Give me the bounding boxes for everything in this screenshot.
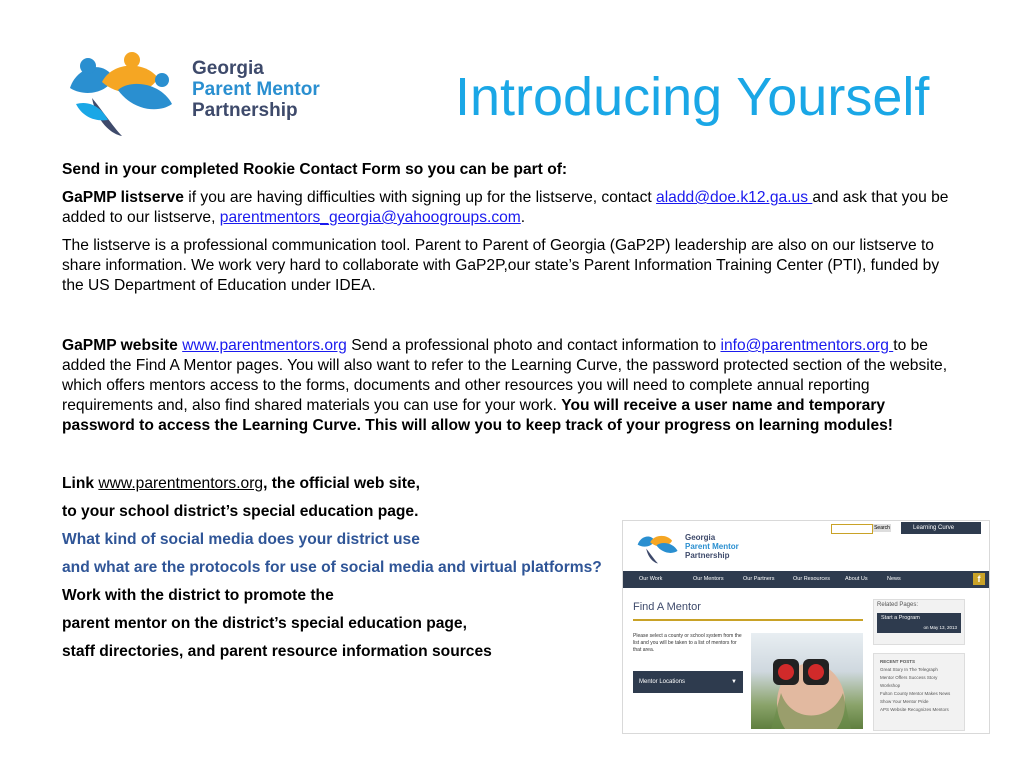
chevron-down-icon: ▼ <box>731 679 737 685</box>
website-paragraph <box>62 336 962 436</box>
site-search-input[interactable] <box>831 524 873 534</box>
site-logo-line-2: Parent Mentor <box>685 542 739 551</box>
website-text-2: to be added the Find A Mentor pages. You will also want to refer to the Learning Curve, the password protected section of the website, which offers mentors access to the forms, documents and other resources you will need to complete annual reporting requirements and, also find shared materials you can use for your work. <box>62 337 948 414</box>
nav-our-resources[interactable]: Our Resources <box>793 576 830 582</box>
yahoogroups-link[interactable]: parentmentors_georgia@yahoogroups.com <box>219 209 521 226</box>
woman-with-binoculars-photo <box>751 633 863 729</box>
listserve-text-1: if you are having difficulties with signing up for the listserve, contact <box>183 189 657 206</box>
mentor-locations-label: Mentor Locations <box>639 679 686 685</box>
site-logo-icon <box>633 529 683 565</box>
mentor-page-line: parent mentor on the district’s special education page, <box>62 615 467 632</box>
website-screenshot <box>622 520 990 734</box>
nav-our-partners[interactable]: Our Partners <box>743 576 775 582</box>
learning-curve-button[interactable]: Learning Curve <box>901 522 981 534</box>
link-line <box>62 470 962 498</box>
recent-posts-panel <box>873 653 965 731</box>
site-search-button[interactable]: Search <box>874 525 890 531</box>
listserve-description: The listserve is a professional communication tool. Parent to Parent of Georgia (GaP2P) leadership are also on our listserve to share information. We work very hard to collaborate with GaP2P,our state’s Parent Information Training Center (PTI), funded by the US Department of Education under IDEA. <box>62 237 940 294</box>
recent-post-item[interactable]: Great Story In The Telegraph <box>880 667 938 672</box>
official-site-link[interactable]: www.parentmentors.org <box>98 475 264 492</box>
heading-rule <box>633 619 863 621</box>
page-title: Introducing Yourself <box>455 67 930 127</box>
find-a-mentor-heading: Find A Mentor <box>633 601 701 613</box>
recent-posts-heading: RECENT POSTS <box>880 659 916 664</box>
link-suffix: , the official web site, <box>263 475 420 492</box>
info-email-link[interactable]: info@parentmentors.org <box>720 337 894 354</box>
site-logo-text <box>685 533 739 560</box>
facebook-icon[interactable]: f <box>973 573 985 585</box>
site-header <box>623 521 989 567</box>
nav-news[interactable]: News <box>887 576 901 582</box>
website-bold-text: You will receive a user name and temporary password to access the Learning Curve. This will allow you to keep track of your progress on learning modules! <box>62 397 893 434</box>
website-text-1: Send a professional photo and contact information to <box>346 337 721 354</box>
listserve-text-3: . <box>520 209 526 226</box>
logo-text <box>192 58 320 121</box>
recent-post-item[interactable]: Fulton County Mentor Makes News <box>880 691 951 696</box>
related-pages-heading: Related Pages: <box>877 602 919 608</box>
nav-our-work[interactable]: Our Work <box>639 576 663 582</box>
start-program-button[interactable] <box>877 613 961 633</box>
recent-post-item[interactable]: APS Website Recognizes Mentors <box>880 707 949 712</box>
logo-line-3: Partnership <box>192 100 298 121</box>
recent-post-item[interactable]: Workshop <box>880 683 901 688</box>
website-label: GaPMP website <box>62 337 183 354</box>
social-media-question-1: What kind of social media does your district use <box>62 531 420 548</box>
recent-posts-list <box>874 654 964 718</box>
district-page-line: to your school district’s special education page. <box>62 503 419 520</box>
listserve-text-2: and ask that you be added to our listserve, <box>62 189 949 226</box>
logo-line-2: Parent Mentor <box>192 79 320 100</box>
intro-text: Send in your completed Rookie Contact Form so you can be part of: <box>62 161 568 178</box>
find-mentor-description: Please select a county or school system from the list and you will be taken to a list of mentors for that area. <box>633 633 742 653</box>
recent-post-item[interactable]: Show Your Mentor Pride <box>880 699 929 704</box>
binoculars-photo-illustration <box>751 633 863 729</box>
site-logo-line-1: Georgia <box>685 533 716 542</box>
aladd-email-link[interactable]: aladd@doe.k12.ga.us <box>656 189 813 206</box>
related-pages-panel <box>873 599 965 645</box>
site-nav <box>623 571 989 588</box>
people-logo-icon <box>62 48 182 140</box>
nav-about-us[interactable]: About Us <box>845 576 868 582</box>
logo-line-1: Georgia <box>192 58 264 79</box>
social-media-question-2: and what are the protocols for use of social media and virtual platforms? <box>62 559 602 576</box>
start-program-label: Start a Program <box>881 615 920 621</box>
listserve-paragraph <box>62 188 962 228</box>
website-url-link[interactable]: www.parentmentors.org <box>182 337 347 354</box>
gapmp-logo <box>62 48 322 140</box>
nav-our-mentors[interactable]: Our Mentors <box>693 576 724 582</box>
listserve-label: GaPMP listserve <box>62 189 184 206</box>
mentor-locations-select[interactable] <box>633 671 743 693</box>
directories-line: staff directories, and parent resource information sources <box>62 643 492 660</box>
promote-line: Work with the district to promote the <box>62 587 334 604</box>
recent-post-item[interactable]: Mentor Offers Success Story <box>880 675 938 680</box>
site-logo-line-3: Partnership <box>685 551 730 560</box>
link-label: Link <box>62 475 99 492</box>
start-program-date: on May 13, 2013 <box>923 625 957 630</box>
